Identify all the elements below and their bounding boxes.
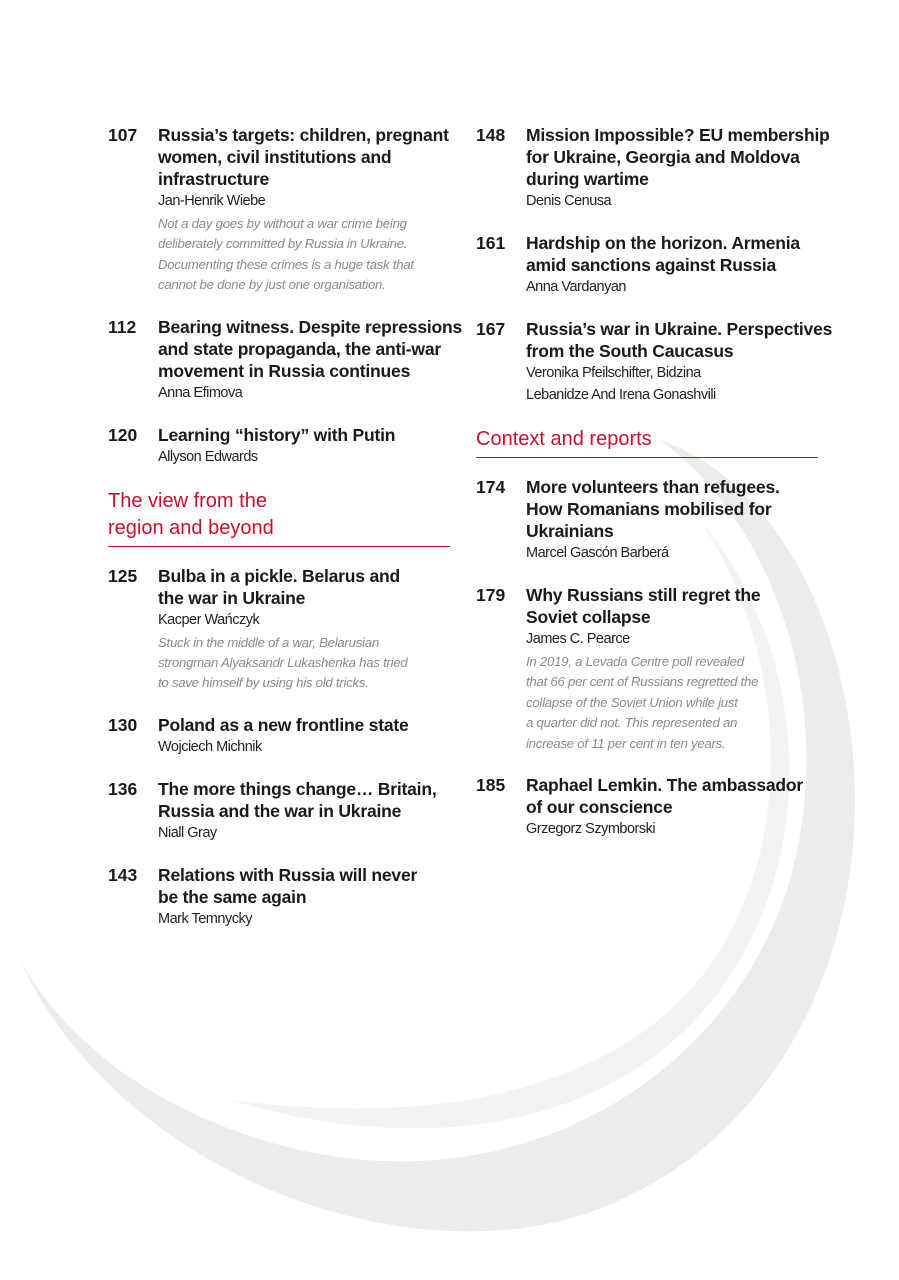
article-title xyxy=(158,778,450,822)
section-heading-context-reports xyxy=(476,426,818,458)
article-author xyxy=(526,628,818,650)
article-title-line: from the South Caucasus xyxy=(526,341,734,361)
article-title xyxy=(526,476,818,542)
article-title xyxy=(526,124,830,190)
article-title-line: be the same again xyxy=(158,886,307,907)
page-number: 107 xyxy=(108,125,138,145)
article-title xyxy=(158,424,450,446)
entry-body xyxy=(158,424,450,468)
article-title-line: Why Russians still regret the xyxy=(526,585,761,605)
article-author-line: Allyson Edwards xyxy=(158,448,258,465)
article-author xyxy=(158,822,450,844)
article-author xyxy=(526,818,818,840)
article-title xyxy=(526,318,832,362)
article-author xyxy=(526,276,818,298)
article-title xyxy=(158,124,450,190)
article-abstract-line: Stuck in the middle of a war, Belarusian xyxy=(158,634,379,650)
article-author-line: Marcel Gascón Barberá xyxy=(526,545,669,561)
page-number: 167 xyxy=(476,319,506,339)
entry-body xyxy=(158,778,450,844)
entry-body xyxy=(526,476,818,564)
toc-entry xyxy=(108,778,450,844)
article-author-line: Anna Efimova xyxy=(158,384,243,401)
article-title-line: for Ukraine, Georgia and Moldova xyxy=(526,147,800,167)
toc-entry xyxy=(476,584,818,754)
article-author-line: Kacper Wańczyk xyxy=(158,611,260,628)
article-abstract xyxy=(526,652,818,754)
article-author-line: Anna Vardanyan xyxy=(526,279,626,295)
article-title xyxy=(526,584,818,628)
article-abstract-line: a quarter did not. This represented an xyxy=(526,715,738,731)
toc-right-column xyxy=(476,124,833,860)
article-title-line: infrastructure xyxy=(158,169,269,189)
article-title-line: Mission Impossible? EU membership xyxy=(526,125,830,145)
article-title xyxy=(158,316,462,382)
article-title-line: women, civil institutions and xyxy=(158,147,392,167)
article-author-line: Veronika Pfeilschifter, Bidzina xyxy=(526,365,701,381)
article-title-line: during wartime xyxy=(526,169,649,189)
entry-body xyxy=(158,124,450,296)
article-title-line: More volunteers than refugees. xyxy=(526,477,780,497)
article-author xyxy=(158,382,462,404)
article-author xyxy=(526,362,832,406)
article-abstract-line: increase of 11 per cent in ten years. xyxy=(526,735,726,751)
article-title xyxy=(526,232,818,276)
toc-entry xyxy=(108,316,463,404)
article-title-line: movement in Russia continues xyxy=(158,360,411,381)
article-abstract-line: Not a day goes by without a war crime being xyxy=(158,216,407,231)
toc-entry xyxy=(108,124,450,296)
article-title-line: Russia’s war in Ukraine. Perspectives xyxy=(526,319,833,339)
article-abstract xyxy=(158,633,450,694)
page-number: 161 xyxy=(476,233,506,253)
entry-body xyxy=(526,232,818,298)
article-author-line: Grzegorz Szymborski xyxy=(526,821,656,838)
article-title-line: Soviet collapse xyxy=(526,607,651,627)
article-title-line: amid sanctions against Russia xyxy=(526,255,776,275)
article-abstract-line: to save himself by using his old tricks. xyxy=(158,675,369,691)
entry-body xyxy=(158,565,450,694)
article-author xyxy=(158,908,450,930)
entry-body xyxy=(158,316,462,404)
toc-entry xyxy=(476,476,818,564)
article-title-line: Poland as a new frontline state xyxy=(158,714,409,735)
article-abstract-line: strongman Alyaksandr Lukashenka has tried xyxy=(158,655,408,671)
article-author-line: Denis Cenusa xyxy=(526,193,612,209)
article-title-line: Russia and the war in Ukraine xyxy=(158,800,402,821)
article-author-line: Jan-Henrik Wiebe xyxy=(158,193,266,209)
article-abstract-line: In 2019, a Levada Centre poll revealed xyxy=(526,654,744,669)
article-author-line: Wojciech Michnik xyxy=(158,738,262,755)
article-author xyxy=(526,190,830,212)
section-heading-line: Context and reports xyxy=(476,428,652,450)
article-author xyxy=(158,609,450,631)
article-title xyxy=(158,714,450,736)
entry-body xyxy=(526,318,832,406)
article-title-line: of our conscience xyxy=(526,797,673,818)
toc-entry xyxy=(108,424,450,468)
page-number: 136 xyxy=(108,778,138,799)
toc-entry xyxy=(108,565,450,694)
article-author xyxy=(158,736,450,758)
article-title-line: Russia’s targets: children, pregnant xyxy=(158,125,449,145)
article-abstract xyxy=(158,214,450,296)
article-author-line: James C. Pearce xyxy=(526,631,630,647)
article-abstract-line: collapse of the Soviet Union while just xyxy=(526,694,738,710)
article-title-line: Hardship on the horizon. Armenia xyxy=(526,233,800,253)
page-number: 112 xyxy=(108,316,137,337)
page-number: 148 xyxy=(476,125,506,145)
section-heading-line: region and beyond xyxy=(108,516,274,539)
article-title xyxy=(158,565,450,609)
article-author xyxy=(526,542,818,564)
page-number: 120 xyxy=(108,424,138,445)
toc-entry xyxy=(476,774,818,840)
page-number: 143 xyxy=(108,864,138,885)
page-number: 174 xyxy=(476,477,506,497)
article-title-line: Ukrainians xyxy=(526,521,614,541)
article-title-line: Bulba in a pickle. Belarus and xyxy=(158,565,400,586)
article-author xyxy=(158,446,450,468)
article-title-line: Relations with Russia will never xyxy=(158,864,418,885)
article-title xyxy=(526,774,818,818)
article-abstract-line: deliberately committed by Russia in Ukraine. xyxy=(158,236,408,252)
page-number: 179 xyxy=(476,585,506,605)
entry-body xyxy=(158,714,450,758)
article-title-line: The more things change… Britain, xyxy=(158,778,437,799)
section-heading-view-from-region xyxy=(108,488,450,547)
article-title-line: Bearing witness. Despite repressions xyxy=(158,316,463,337)
article-abstract-line: that 66 per cent of Russians regretted the xyxy=(526,674,759,690)
toc-left-column xyxy=(108,124,463,950)
article-author-line: Mark Temnycky xyxy=(158,910,252,927)
toc-entry xyxy=(108,714,450,758)
article-abstract-line: Documenting these crimes is a huge task that xyxy=(158,256,414,272)
entry-body xyxy=(526,584,818,754)
entry-body xyxy=(158,864,450,930)
page-number: 185 xyxy=(476,775,506,796)
article-title-line: Learning “history” with Putin xyxy=(158,424,396,445)
entry-body xyxy=(526,774,818,840)
article-abstract-line: cannot be done by just one organisation. xyxy=(158,277,386,293)
article-title xyxy=(158,864,450,908)
article-title-line: How Romanians mobilised for xyxy=(526,499,772,519)
article-title-line: and state propaganda, the anti-war xyxy=(158,338,441,359)
article-author-line: Lebanidze And Irena Gonashvili xyxy=(526,387,716,403)
entry-body xyxy=(526,124,830,212)
toc-entry xyxy=(476,232,818,298)
page-number: 125 xyxy=(108,565,138,586)
article-title-line: Raphael Lemkin. The ambassador xyxy=(526,775,804,796)
toc-entry xyxy=(476,318,833,406)
page-number: 130 xyxy=(108,714,138,735)
article-title-line: the war in Ukraine xyxy=(158,587,306,608)
article-author xyxy=(158,190,450,212)
toc-entry xyxy=(108,864,450,930)
toc-entry xyxy=(476,124,830,212)
section-heading-line: The view from the xyxy=(108,489,267,512)
article-author-line: Niall Gray xyxy=(158,824,217,841)
